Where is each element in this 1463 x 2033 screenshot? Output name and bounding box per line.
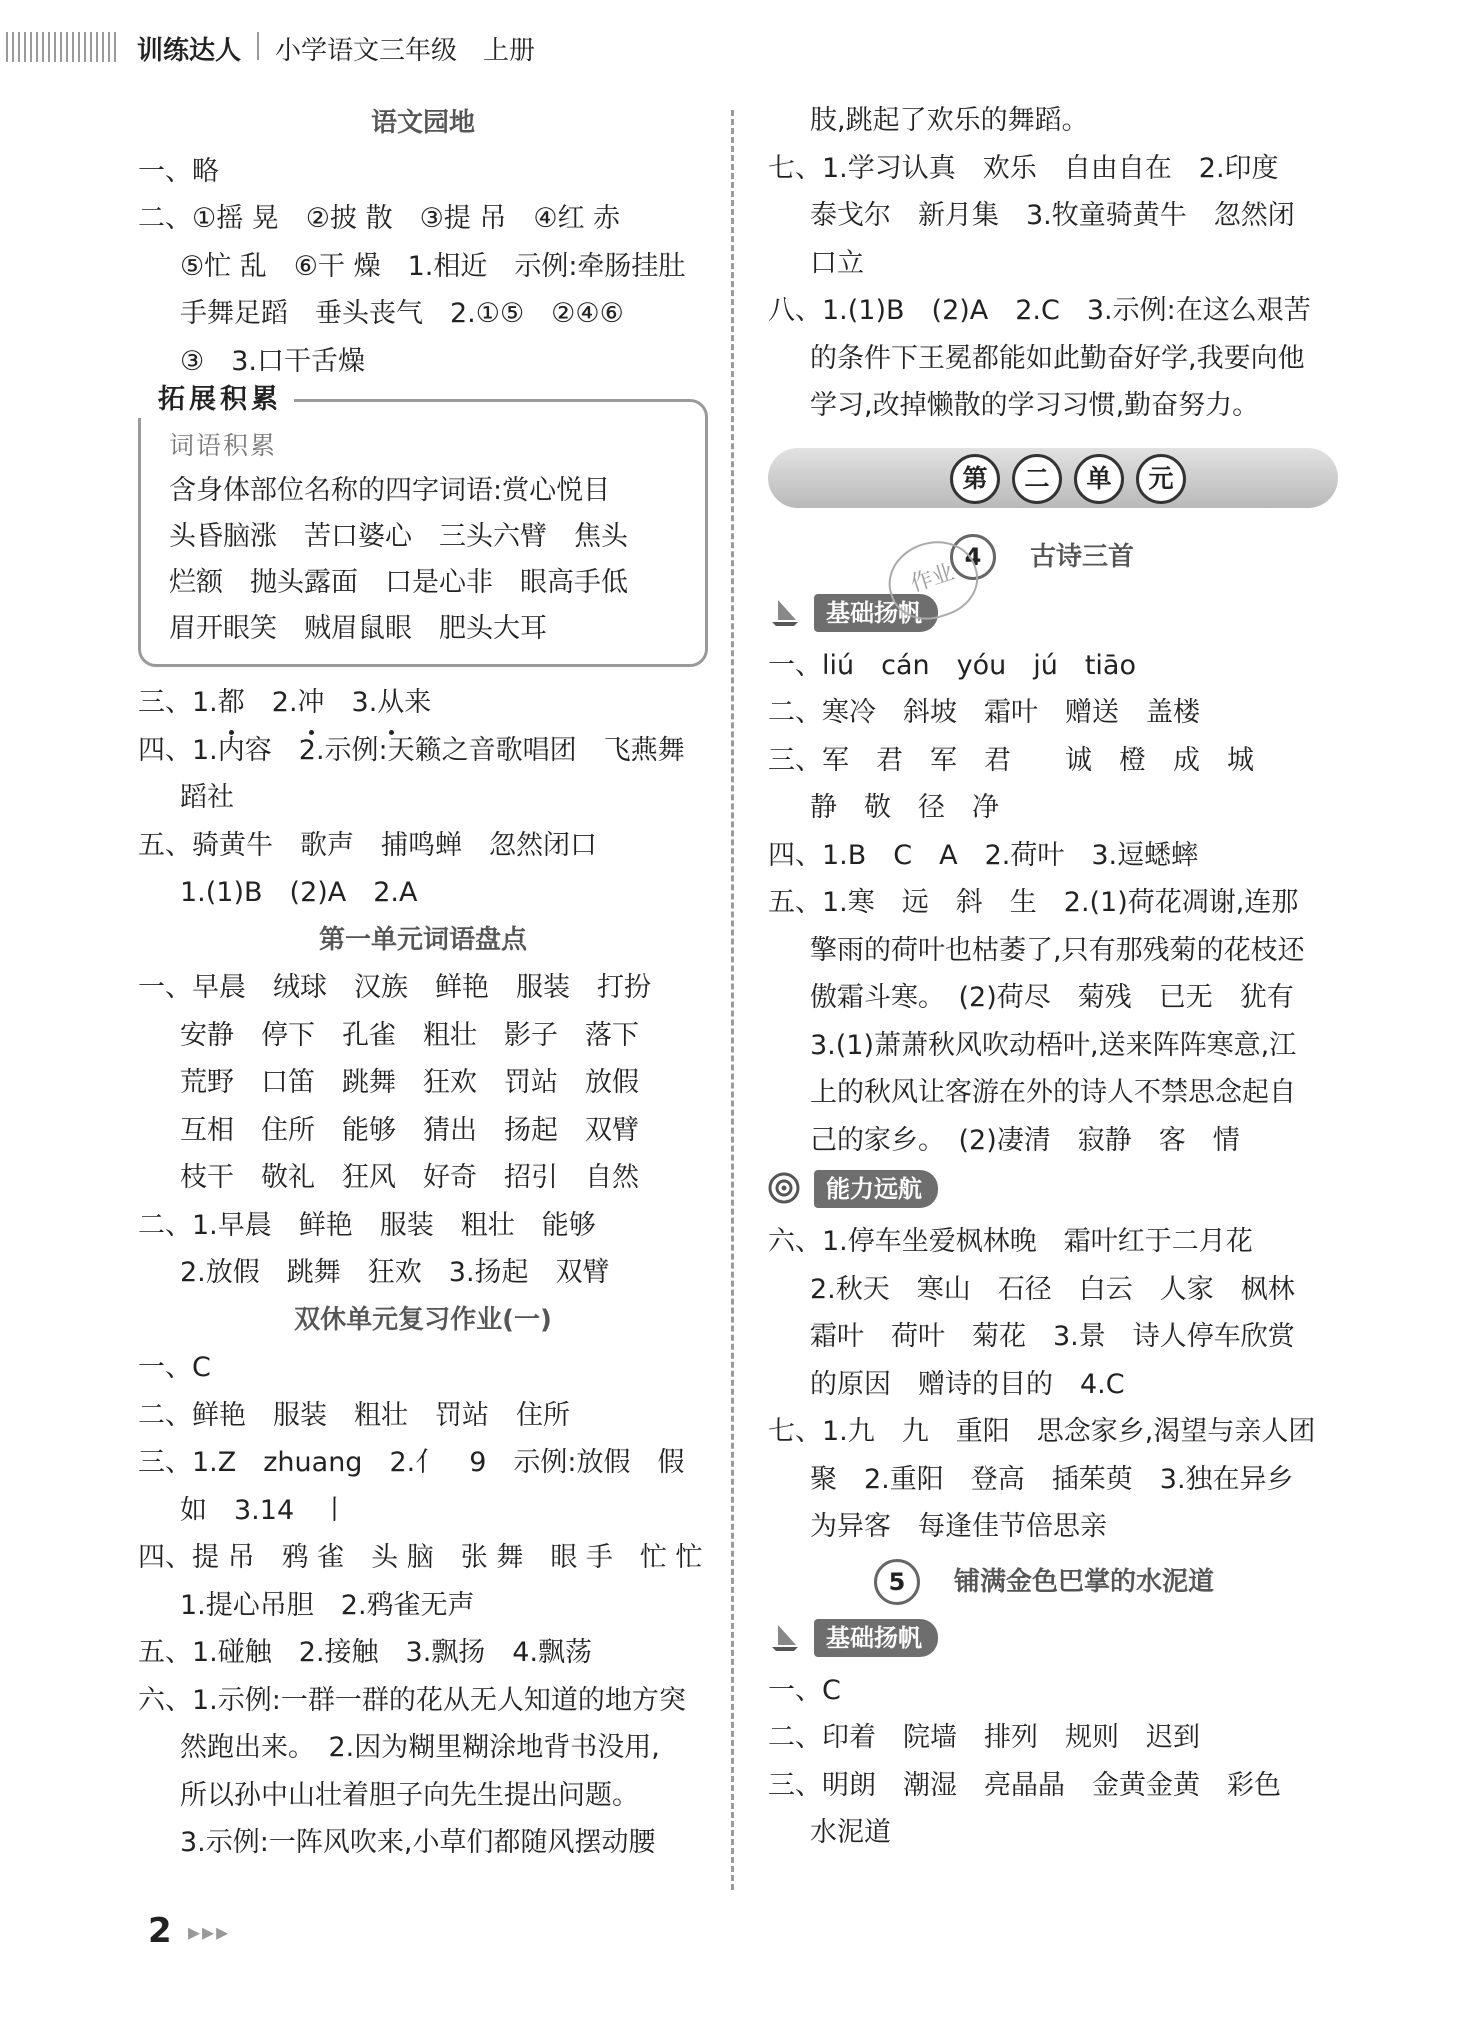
answer-line: 如 3.14 丨 [180, 1494, 349, 1526]
lesson-heading-5 [768, 1551, 1338, 1613]
answer-line: 3.(1)萧萧秋风吹动梧叶,送来阵阵寒意,江 [810, 1029, 1297, 1061]
answer-line: 聚 2.重阳 登高 插茱萸 3.独在异乡 [810, 1463, 1294, 1495]
box-line: 头昏脑涨 苦口婆心 三头六臂 焦头 [169, 521, 628, 552]
answer-line: 二、①摇 晃 ②披 散 ③提 吊 ④红 赤 [138, 203, 621, 234]
answer-line: 所以孙中山壮着胆子向先生提出问题。 [180, 1779, 639, 1811]
answer-line: 1.提心吊胆 2.鸦雀无声 [180, 1589, 475, 1621]
lesson-number-badge: 5 [874, 1559, 920, 1605]
answer-line: 四、1.B C A 2.荷叶 3.逗蟋蟀 [768, 839, 1199, 871]
answer-line-pinyin: 一、liú cán yóu jú tiāo [768, 649, 1136, 681]
answer-line: 一、C [138, 1352, 211, 1383]
answer-line: 霜叶 荷叶 菊花 3.景 诗人停车欣赏 [810, 1321, 1295, 1352]
answer-line: 泰戈尔 新月集 3.牧童骑黄牛 忽然闭 [810, 200, 1295, 231]
sail-icon [768, 1621, 802, 1653]
section-title-yuwen-yuandi: 语文园地 [370, 108, 475, 138]
answer-line: 然跑出来。 2.因为糊里糊涂地背书没用, [180, 1732, 660, 1763]
answer-line: 的原因 赠诗的目的 4.C [810, 1368, 1125, 1400]
unit-char: 二 [1012, 454, 1062, 504]
answer-line: 二、寒冷 斜坡 霜叶 赠送 盖楼 [768, 697, 1200, 728]
sail-icon [768, 596, 802, 628]
lesson-heading-4 [768, 526, 1338, 588]
tag-basic: 基础扬帆 [814, 594, 938, 632]
answer-line: 安静 停下 孔雀 粗壮 影子 落下 [180, 1019, 639, 1051]
lesson-title: 古诗三首 [1030, 541, 1135, 572]
stamp-mark: 作业 [878, 529, 987, 629]
right-column [768, 97, 1338, 1857]
answer-line: 2.放假 跳舞 狂欢 3.扬起 双臂 [180, 1257, 610, 1288]
lesson-number-badge: 4 [950, 534, 996, 580]
answer-line: 学习,改掉懒散的学习习惯,勤奋努力。 [810, 390, 1260, 421]
answer-line: 七、1.九 九 重阳 思念家乡,渴望与亲人团 [768, 1416, 1316, 1447]
unit-char: 第 [950, 454, 1000, 504]
answer-line: 的条件下王冕都能如此勤奋好学,我要向他 [810, 342, 1305, 374]
answer-line: ⑤忙 乱 ⑥干 燥 1.相近 示例:牵肠挂肚 [180, 250, 686, 282]
answer-line: 八、1.(1)B (2)A 2.C 3.示例:在这么艰苦 [768, 295, 1311, 326]
box-line: 含身体部位名称的四字词语:赏心悦目 [169, 475, 611, 506]
tag-ability-row [768, 1164, 1338, 1218]
section-title-weekend-review: 双休单元复习作业(一) [294, 1304, 552, 1335]
answer-line: 静 敬 径 净 [810, 792, 999, 823]
answer-line: 一、略 [138, 155, 219, 187]
answer-line: 一、早晨 绒球 汉族 鲜艳 服装 打扮 [138, 972, 651, 1003]
answer-line: ③ 3.口干舌燥 [180, 345, 365, 377]
unit-char: 单 [1074, 454, 1124, 504]
extension-box-subtitle: 词语积累 [169, 431, 278, 460]
box-line: 烂额 抛头露面 口是心非 眼高手低 [169, 567, 628, 598]
answer-line: 五、骑黄牛 歌声 捕鸣蝉 忽然闭口 [138, 829, 597, 861]
header-stripes [6, 32, 118, 62]
answer-line: 擎雨的荷叶也枯萎了,只有那残菊的花枝还 [810, 934, 1305, 966]
page-header [0, 22, 1463, 78]
book-title: 小学语文三年级 上册 [275, 36, 536, 66]
answer-line: 六、1.停车坐爱枫林晚 霜叶红于二月花 [768, 1226, 1253, 1257]
answer-line: 傲霜斗寒。 (2)荷尽 菊残 已无 犹有 [810, 982, 1294, 1013]
tag-basic-row [768, 559, 1338, 642]
answer-line: 五、1.碰触 2.接触 3.飘扬 4.飘荡 [138, 1637, 593, 1668]
answer-line: 2.秋天 寒山 石径 白云 人家 枫林 [810, 1273, 1295, 1305]
answer-line: 上的秋风让客游在外的诗人不禁思念起自 [810, 1077, 1296, 1108]
box-line: 眉开眼笑 贼眉鼠眼 肥头大耳 [169, 613, 547, 644]
answer-line: 3.示例:一阵风吹来,小草们都随风摆动腰 [180, 1827, 656, 1858]
answer-line: 口立 [810, 247, 864, 279]
left-column [138, 100, 708, 1867]
page-arrows-icon: ▸▸▸ [188, 1918, 231, 1946]
answer-line: 己的家乡。 (2)凄清 寂静 客 情 [810, 1124, 1240, 1156]
target-icon [768, 1172, 802, 1204]
column-divider [731, 110, 734, 1890]
answer-line: 互相 住所 能够 猜出 扬起 双臂 [180, 1114, 639, 1146]
answer-line: 1.(1)B (2)A 2.A [180, 877, 418, 908]
answer-line: 二、1.早晨 鲜艳 服装 粗壮 能够 [138, 1209, 596, 1241]
unit-banner [768, 448, 1338, 508]
brand-title: 训练达人 [137, 36, 242, 66]
header-separator [257, 32, 259, 60]
answer-line: 肢,跳起了欢乐的舞蹈。 [810, 105, 1089, 136]
answer-line: 四、1.内容 2.示例:天籁之音歌唱团 飞燕舞 [138, 734, 685, 766]
answer-line: 手舞足蹈 垂头丧气 2.①⑤ ②④⑥ [180, 298, 624, 329]
page-number: 2 [148, 1911, 172, 1951]
tag-basic-row-2 [768, 1613, 1338, 1667]
tag-ability: 能力远航 [814, 1170, 938, 1208]
lesson-title: 铺满金色巴掌的水泥道 [954, 1566, 1215, 1597]
answer-line-dotted: 三、1.都 2.冲 3.从来 [138, 679, 708, 727]
answer-line: 三、明朗 潮湿 亮晶晶 金黄金黄 彩色 [768, 1769, 1281, 1801]
answer-line: 荒野 口笛 跳舞 狂欢 罚站 放假 [180, 1067, 639, 1098]
extension-box-title: 拓展积累 [138, 382, 294, 418]
answer-line: 二、印着 院墙 排列 规则 迟到 [768, 1722, 1200, 1753]
answer-line: 一、C [768, 1674, 841, 1706]
answer-line: 七、1.学习认真 欢乐 自由自在 2.印度 [768, 152, 1279, 184]
answer-line: 蹈社 [180, 782, 234, 813]
answer-line: 四、提 吊 鸦 雀 头 脑 张 舞 眼 手 忙 忙 [138, 1542, 703, 1573]
unit-char: 元 [1136, 454, 1186, 504]
answer-line: 枝干 敬礼 狂风 好奇 招引 自然 [180, 1162, 639, 1193]
answer-line: 三、军 君 军 君 诚 橙 成 城 [768, 744, 1254, 776]
answer-line: 二、鲜艳 服装 粗壮 罚站 住所 [138, 1399, 570, 1431]
answer-line: 三、1.Z zhuang 2.亻 9 示例:放假 假 [138, 1447, 685, 1478]
answer-line: 五、1.寒 远 斜 生 2.(1)荷花凋谢,连那 [768, 887, 1299, 918]
tag-basic: 基础扬帆 [814, 1619, 938, 1657]
answer-line: 为异客 每逢佳节倍思亲 [810, 1511, 1107, 1542]
section-title-word-review: 第一单元词语盘点 [318, 924, 527, 955]
answer-line: 六、1.示例:一群一群的花从无人知道的地方突 [138, 1684, 686, 1716]
extension-box [138, 384, 708, 667]
answer-line: 水泥道 [810, 1817, 891, 1848]
